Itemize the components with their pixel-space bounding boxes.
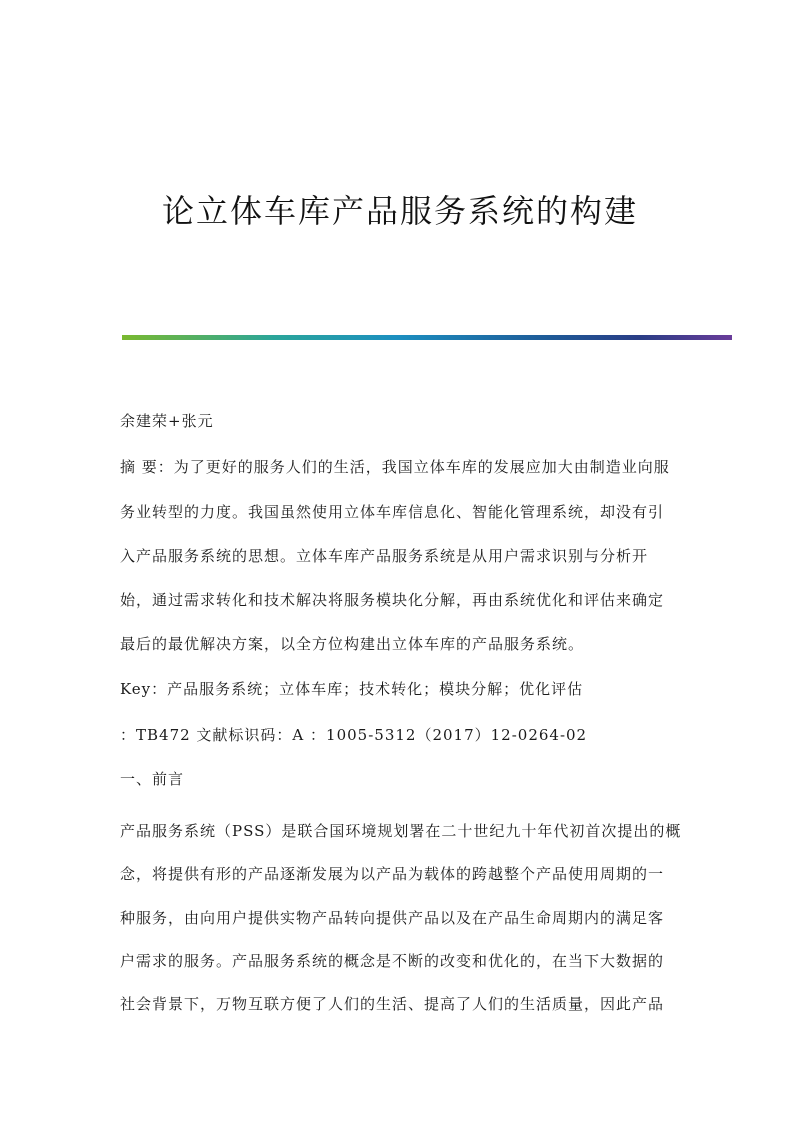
classification-line: ：TB472 文献标识码：A ：1005-5312（2017）12-0264-02 xyxy=(120,726,588,744)
body-line: 念，将提供有形的产品逐渐发展为以产品为载体的跨越整个产品使用周期的一 xyxy=(120,865,665,883)
section-heading: 一、前言 xyxy=(120,770,185,788)
body-line: 户需求的服务。产品服务系统的概念是不断的改变和优化的，在当下大数据的 xyxy=(120,952,665,970)
abstract-line: 最后的最优解决方案，以全方位构建出立体车库的产品服务系统。 xyxy=(120,635,585,653)
authors: 余建荣+张元 xyxy=(120,412,214,430)
title-divider xyxy=(122,335,732,340)
body-line: 产品服务系统（PSS）是联合国环境规划署在二十世纪九十年代初首次提出的概 xyxy=(120,822,682,840)
document-title: 论立体车库产品服务系统的构建 xyxy=(161,192,638,230)
keywords: Key：产品服务系统；立体车库；技术转化；模块分解；优化评估 xyxy=(120,680,584,698)
abstract-line: 入产品服务系统的思想。立体车库产品服务系统是从用户需求识别与分析开 xyxy=(120,547,649,565)
body-line: 种服务，由向用户提供实物产品转向提供产品以及在产品生命周期内的满足客 xyxy=(120,909,665,927)
abstract-line: 务业转型的力度。我国虽然使用立体车库信息化、智能化管理系统，却没有引 xyxy=(120,503,665,521)
body-line: 社会背景下，万物互联方便了人们的生活、提高了人们的生活质量，因此产品 xyxy=(120,995,665,1013)
abstract-line: 摘 要：为了更好的服务人们的生活，我国立体车库的发展应加大由制造业向服 xyxy=(120,458,670,476)
abstract-line: 始，通过需求转化和技术解决将服务模块化分解，再由系统优化和评估来确定 xyxy=(120,591,665,609)
